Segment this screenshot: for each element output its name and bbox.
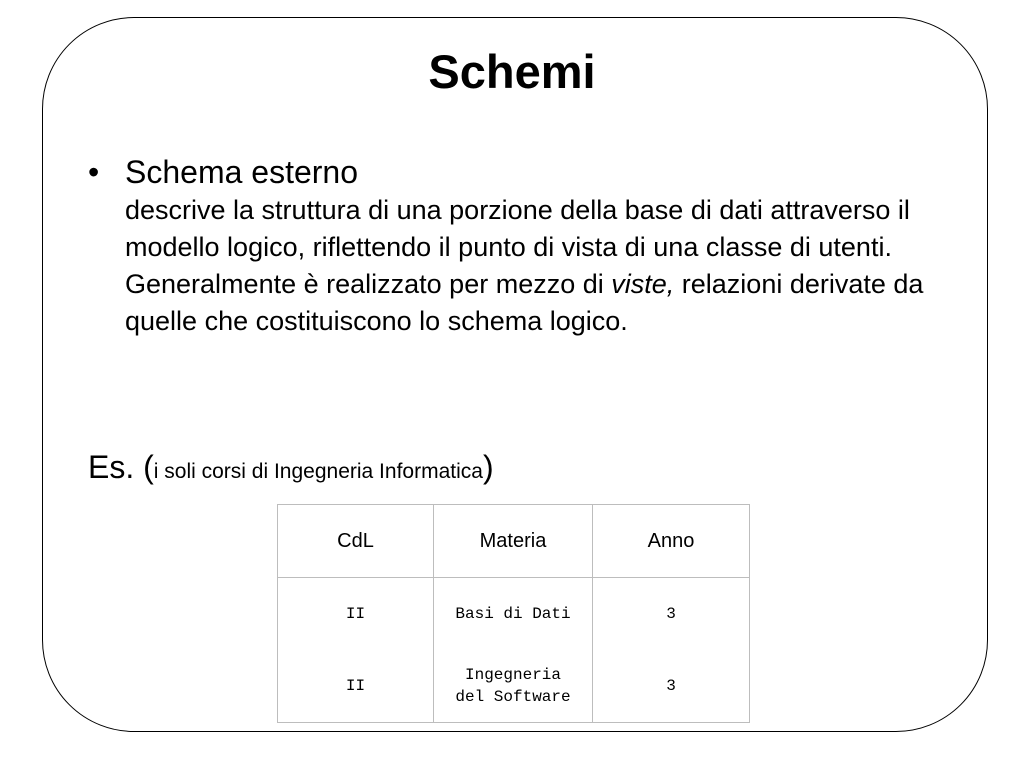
table-header-row bbox=[278, 505, 750, 578]
header-materia: Materia bbox=[434, 505, 593, 578]
example-prefix: Es. ( bbox=[88, 449, 154, 485]
header-cdl: CdL bbox=[278, 505, 434, 578]
description-text-end: relazioni derivate da quelle che costituiscono lo schema logico. bbox=[125, 269, 924, 336]
table-row bbox=[278, 578, 750, 651]
table-row bbox=[278, 650, 750, 723]
cell-anno: 3 bbox=[593, 578, 750, 651]
bullet-description bbox=[125, 192, 945, 340]
description-text-start: descrive la struttura di una porzione della base di dati attraverso il modello logico, riflettendo il punto di vista di una classe di utenti. Generalmente è realizzato per mezzo di bbox=[125, 195, 910, 299]
bullet-row bbox=[88, 152, 948, 192]
example-line bbox=[88, 447, 494, 492]
slide-title: Schemi bbox=[428, 45, 596, 98]
example-note: i soli corsi di Ingegneria Informatica bbox=[153, 460, 483, 483]
cell-cdl: II bbox=[278, 578, 434, 651]
cell-cdl: II bbox=[278, 650, 434, 723]
header-anno: Anno bbox=[593, 505, 750, 578]
cell-materia: Ingegneria del Software bbox=[434, 650, 593, 723]
bullet-glyph: • bbox=[88, 154, 100, 190]
example-suffix: ) bbox=[482, 449, 494, 485]
view-table bbox=[277, 504, 750, 723]
bullet-heading: Schema esterno bbox=[125, 154, 359, 190]
cell-anno: 3 bbox=[593, 650, 750, 723]
cell-materia: Basi di Dati bbox=[434, 578, 593, 651]
description-italic-term: viste, bbox=[611, 269, 675, 299]
bullet-block bbox=[88, 152, 948, 340]
